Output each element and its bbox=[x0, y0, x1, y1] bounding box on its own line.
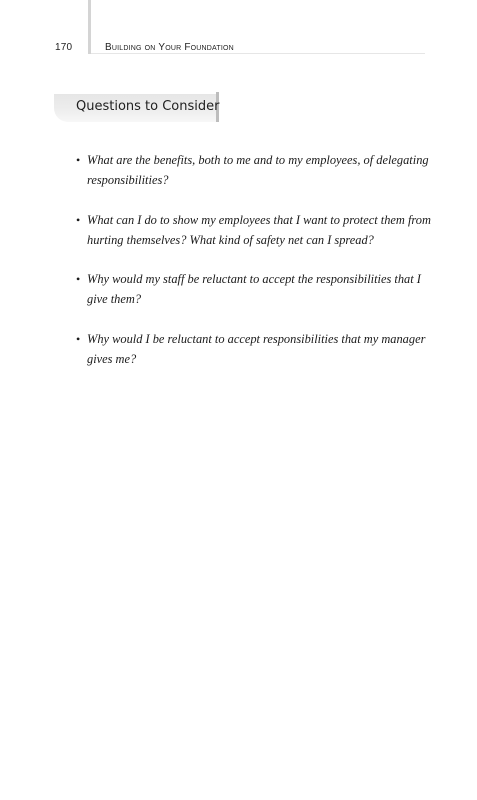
question-text: What are the benefits, both to me and to my employees, of delegating responsibilities? bbox=[87, 153, 429, 187]
bullet-icon: • bbox=[76, 153, 81, 167]
box-heading-title: Questions to Consider bbox=[76, 99, 220, 114]
question-text: What can I do to show my employees that I want to protect them from hurting themselves? What kind of safety net can I spread? bbox=[87, 212, 431, 247]
question-item bbox=[76, 210, 436, 250]
page-number: 170 bbox=[55, 42, 73, 53]
header-horizontal-rule bbox=[91, 53, 425, 54]
question-text: Why would my staff be reluctant to accept the responsibilities that I give them? bbox=[87, 272, 421, 306]
questions-list bbox=[76, 150, 436, 388]
bullet-icon: • bbox=[76, 272, 81, 286]
question-text: Why would I be reluctant to accept responsibilities that my manager gives me? bbox=[87, 331, 426, 366]
bullet-icon: • bbox=[76, 331, 81, 346]
question-item bbox=[76, 269, 436, 309]
header-vertical-rule bbox=[88, 0, 91, 54]
question-item bbox=[76, 329, 436, 369]
bullet-icon: • bbox=[76, 212, 81, 227]
running-head: Building on Your Foundation bbox=[105, 42, 234, 53]
question-item bbox=[76, 150, 436, 190]
